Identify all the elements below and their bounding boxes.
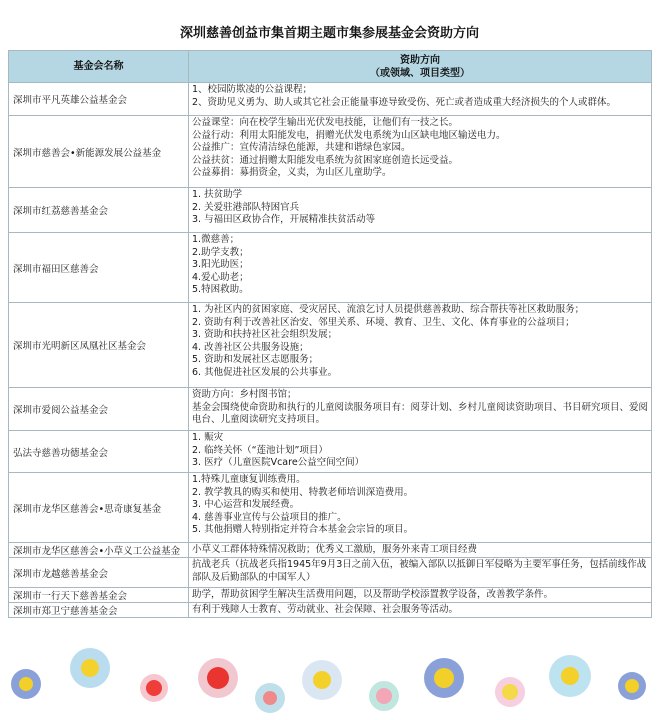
decorative-circle-center <box>502 684 518 700</box>
header-funding-direction-line1: 资助方向 <box>400 54 440 66</box>
foundation-name: 深圳市郑卫宁慈善基金会 <box>9 603 189 618</box>
funding-direction <box>189 83 652 116</box>
decorative-circle-center <box>146 680 162 696</box>
decorative-circle <box>424 658 464 698</box>
table-row <box>9 588 652 603</box>
funding-direction-line: 公益募捐：募捐资金，义卖，为山区儿童助学。 <box>192 167 392 178</box>
funding-direction-line: 6. 其他促进社区发展的公共事业。 <box>192 366 338 378</box>
funding-direction-line: 2、资助见义勇为、助人或其它社会正能量事迹导致受伤、死亡或者造成重大经济损失的个人或群体。 <box>192 96 617 108</box>
decorative-circle-center <box>313 671 331 689</box>
funding-direction <box>189 603 652 618</box>
decorative-circle-center <box>625 679 639 693</box>
funding-direction-line: 1. 赈灾 <box>192 432 224 443</box>
funding-direction-line: 1、校园防欺凌的公益课程； <box>192 84 313 95</box>
foundation-name: 深圳市爱阅公益基金会 <box>9 388 189 431</box>
table-row <box>9 83 652 116</box>
funding-direction <box>189 303 652 388</box>
table-header-row <box>9 51 652 83</box>
foundation-name: 深圳市平凡英雄公益基金会 <box>9 83 189 116</box>
decorative-circle <box>140 674 168 702</box>
header-funding-direction-line2: （或领域、项目类型） <box>370 67 470 79</box>
funding-direction-line: 3. 中心运营和发展经费。 <box>192 499 300 510</box>
funding-direction-line: 5. 其他捐赠人特别指定并符合本基金会宗旨的项目。 <box>192 524 414 535</box>
foundation-name: 深圳市慈善会•新能源发展公益基金 <box>9 116 189 188</box>
funding-direction <box>189 388 652 431</box>
decorative-circle <box>369 681 399 711</box>
funding-direction-line: 2.助学支教； <box>192 246 249 258</box>
funding-direction-line: 1.微慈善； <box>192 234 240 245</box>
funding-direction-line: 公益课堂：向在校学生输出光伏发电技能，让他们有一技之长。 <box>192 117 459 128</box>
decorative-circles <box>0 640 659 720</box>
foundation-name: 深圳市龙华区慈善会•思奇康复基金 <box>9 473 189 543</box>
foundation-name: 深圳市龙华区慈善会•小草义工公益基金 <box>9 543 189 558</box>
table-row <box>9 233 652 303</box>
funding-direction-line: 资助方向：乡村图书馆； <box>192 389 297 400</box>
funding-direction-line: 3. 与福田区政协合作，开展精准扶贫活动等 <box>192 214 376 225</box>
funding-direction <box>189 543 652 558</box>
funding-direction <box>189 588 652 603</box>
table-row <box>9 388 652 431</box>
foundation-name: 深圳市红荔慈善基金会 <box>9 188 189 233</box>
funding-direction-line: 3.阳光助医； <box>192 259 249 270</box>
header-foundation-name: 基金会名称 <box>9 51 189 83</box>
funding-direction <box>189 431 652 473</box>
table-row <box>9 473 652 543</box>
decorative-circle-center <box>376 688 392 704</box>
funding-direction-line: 抗战老兵（抗战老兵指1945年9月3日之前入伍，被编入部队以抵御日军侵略为主要军事任务，包括前线作战部队及后勤部队的中国军人） <box>192 559 647 583</box>
table-row <box>9 603 652 618</box>
table-row <box>9 431 652 473</box>
funding-direction-line: 4. 慈善事业宣传与公益项目的推广。 <box>192 511 347 523</box>
funding-direction-line: 1.特殊儿童康复训练费用。 <box>192 474 306 485</box>
decorative-circle <box>11 669 41 699</box>
funding-direction-line: 有利于残障人士教育、劳动就业、社会保障、社会服务等活动。 <box>192 603 459 615</box>
table-row <box>9 116 652 188</box>
decorative-circle-center <box>19 677 33 691</box>
decorative-circle-center <box>434 668 454 688</box>
decorative-circle-center <box>207 667 229 689</box>
funding-direction <box>189 233 652 303</box>
foundation-name: 深圳市光明新区凤凰社区基金会 <box>9 303 189 388</box>
funding-direction <box>189 188 652 233</box>
funding-direction-line: 公益推广：宣传清洁绿色能源，共建和谐绿色家园。 <box>192 142 411 153</box>
funding-direction-line: 基金会围绕使命资助和执行的儿童阅读服务项目有：阅芽计划、乡村儿童阅读资助项目、书目研究项目、爱阅电台、儿童阅读研究支持项目。 <box>192 401 649 425</box>
decorative-circle <box>70 648 110 688</box>
decorative-circle-center <box>561 667 579 685</box>
decorative-circle-center <box>81 659 99 677</box>
funding-direction <box>189 558 652 588</box>
funding-direction-line: 5. 资助和发展社区志愿服务； <box>192 354 319 365</box>
foundation-name: 弘法寺慈善功德基金会 <box>9 431 189 473</box>
foundation-name: 深圳市一行天下慈善基金会 <box>9 588 189 603</box>
funding-direction-line: 小草义工群体特殊情况救助；优秀义工激励，服务外来青工项目经费 <box>192 543 478 555</box>
foundation-table <box>8 50 652 618</box>
decorative-circle <box>198 658 238 698</box>
funding-direction-line: 3. 医疗（儿童医院Vcare公益空间空间） <box>192 457 365 468</box>
funding-direction-line: 2. 教学教具的购买和使用、特教老师培训深造费用。 <box>192 486 414 498</box>
decorative-circle <box>255 683 285 713</box>
funding-direction <box>189 473 652 543</box>
table-row <box>9 303 652 388</box>
funding-direction-line: 公益行动：利用太阳能发电，捐赠光伏发电系统为山区缺电地区输送电力。 <box>192 129 506 141</box>
funding-direction <box>189 116 652 188</box>
funding-direction-line: 3. 资助和扶持社区社会组织发展； <box>192 329 338 340</box>
decorative-circle <box>495 677 525 707</box>
foundation-name: 深圳市龙越慈善基金会 <box>9 558 189 588</box>
funding-direction-line: 2. 临终关怀（“莲池计划”项目） <box>192 444 328 456</box>
funding-direction-line: 2. 资助有利于改善社区治安、邻里关系、环境、教育、卫生、文化、体育事业的公益项目； <box>192 316 575 328</box>
funding-direction-line: 4.爱心助老； <box>192 271 249 283</box>
funding-direction-line: 2. 关爱驻港部队特困官兵 <box>192 201 300 213</box>
funding-direction-line: 公益扶贫：通过捐赠太阳能发电系统为贫困家庭创造长远受益。 <box>192 154 459 166</box>
funding-direction-line: 5.特困救助。 <box>192 284 249 295</box>
decorative-circle-center <box>263 691 277 705</box>
table-row <box>9 188 652 233</box>
funding-direction-line: 4. 改善社区公共服务设施； <box>192 341 309 353</box>
table-row <box>9 558 652 588</box>
decorative-circle <box>618 672 646 700</box>
table-row <box>9 543 652 558</box>
funding-direction-line: 1. 扶贫助学 <box>192 189 243 200</box>
foundation-name: 深圳市福田区慈善会 <box>9 233 189 303</box>
funding-direction-line: 助学，帮助贫困学生解决生活费用问题，以及帮助学校添置教学设备，改善教学条件。 <box>192 588 554 600</box>
decorative-circle <box>549 655 591 697</box>
funding-direction-line: 1. 为社区内的贫困家庭、受灾居民、流浪乞讨人员提供慈善救助、综合帮扶等社区救助服务； <box>192 304 585 315</box>
decorative-circle <box>302 660 342 700</box>
page-title: 深圳慈善创益市集首期主题市集参展基金会资助方向 <box>179 26 479 41</box>
header-funding-direction <box>189 51 652 83</box>
